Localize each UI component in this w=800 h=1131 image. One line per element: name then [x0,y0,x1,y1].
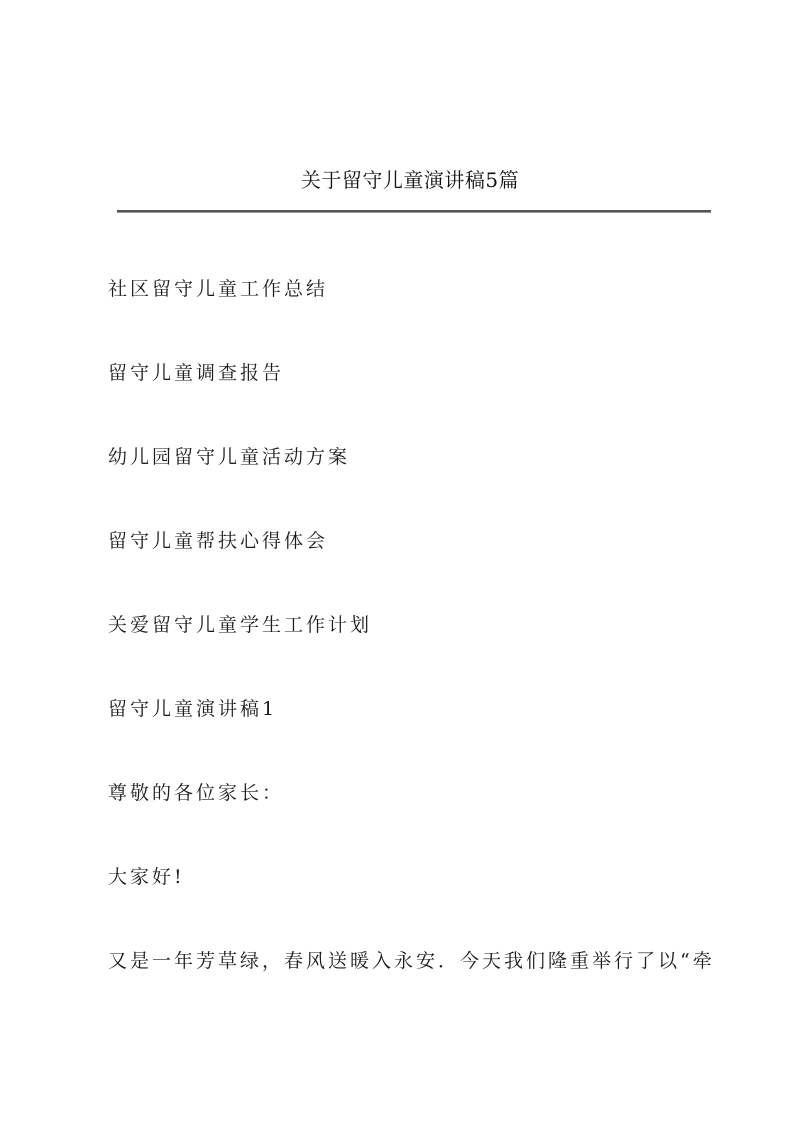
greeting: 大家好! [108,866,185,888]
document-title: 关于留守儿童演讲稿5篇 [300,168,520,192]
related-link-kindergarten-plan: 幼儿园留守儿童活动方案 [108,446,351,468]
related-link-survey-report: 留守儿童调查报告 [108,362,285,384]
title-divider [117,210,711,213]
related-link-student-work-plan: 关爱留守儿童学生工作计划 [108,614,373,636]
related-link-community-summary: 社区留守儿童工作总结 [108,278,329,300]
section-heading: 留守儿童演讲稿1 [108,698,278,720]
body-paragraph: 又是一年芳草绿，春风送暖入永安．今天我们隆重举行了以“牵 [108,950,715,972]
salutation: 尊敬的各位家长： [108,782,285,804]
related-link-assistance-reflection: 留守儿童帮扶心得体会 [108,530,329,552]
